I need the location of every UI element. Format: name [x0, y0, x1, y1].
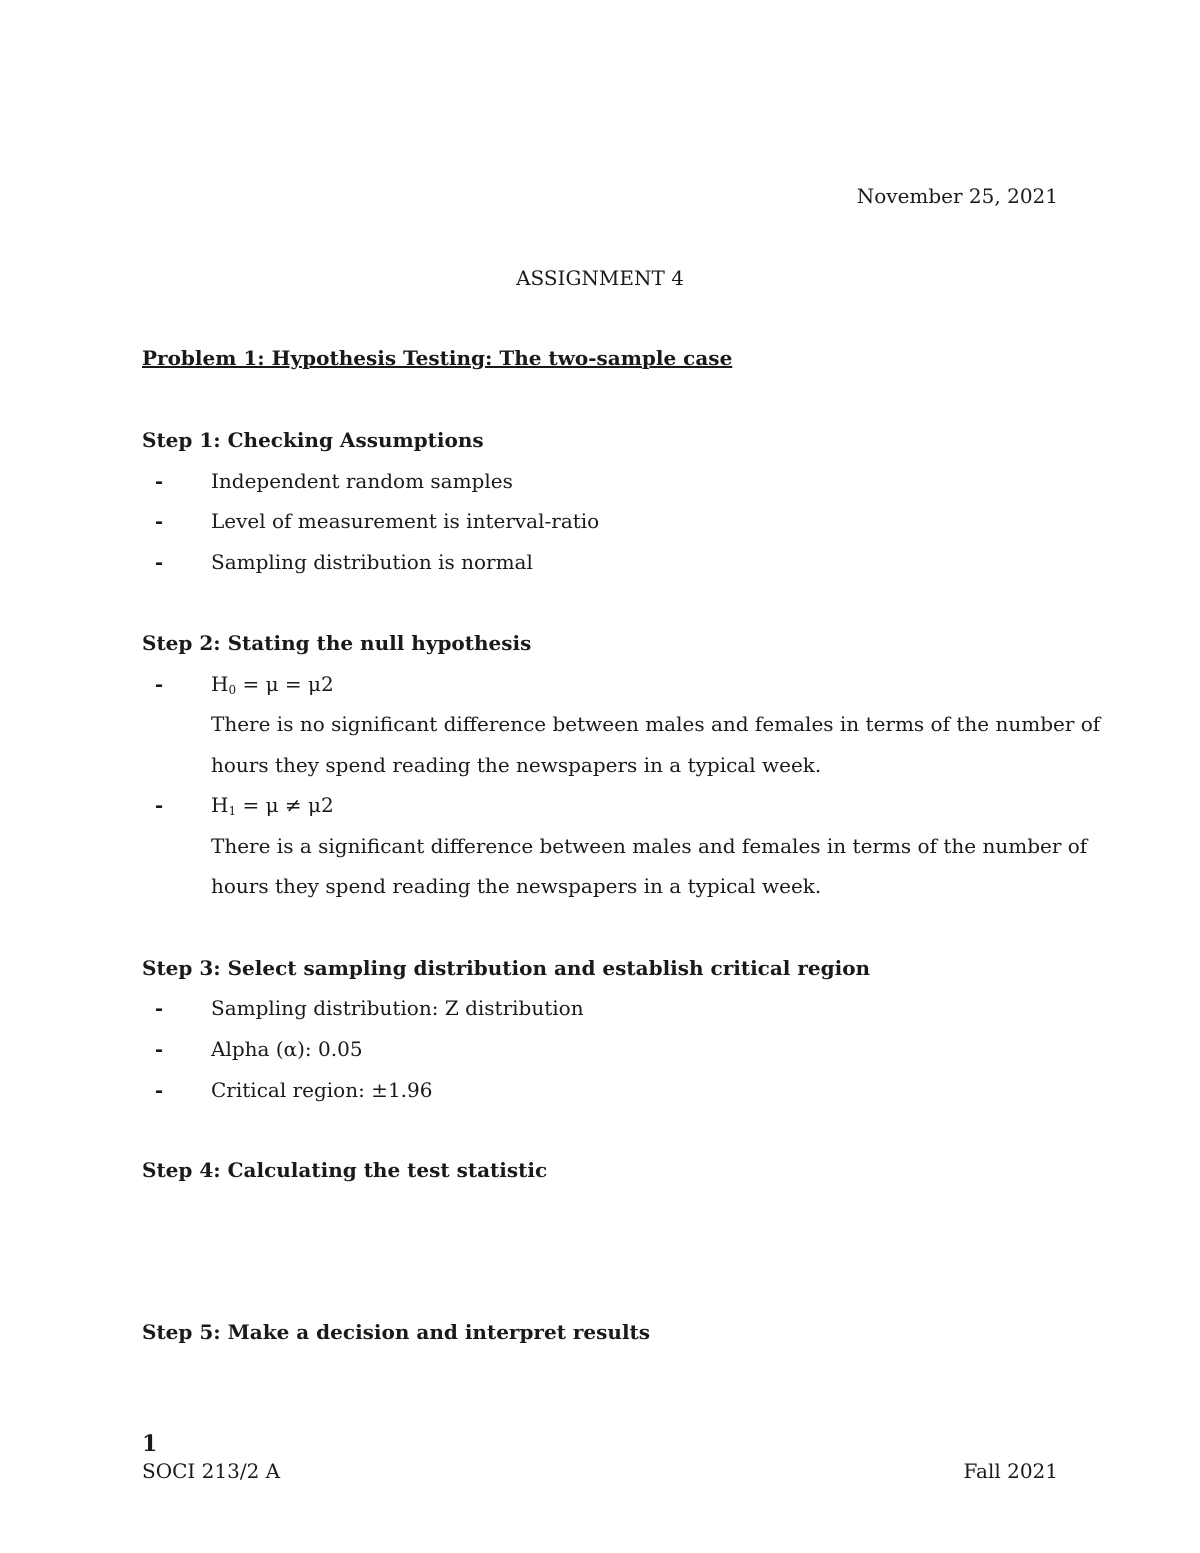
- alternative-hypothesis-bullet: [142, 790, 334, 826]
- bullet-dash-icon: -: [154, 793, 164, 817]
- bullet-text: Sampling distribution is normal: [211, 550, 533, 574]
- bullet-dash-icon: -: [154, 469, 164, 493]
- step3-bullet-2: [142, 1034, 363, 1064]
- bullet-text: Critical region: ±1.96: [211, 1078, 433, 1102]
- bullet-dash-icon: -: [154, 550, 164, 574]
- step1-bullet-3: [142, 547, 533, 577]
- document-title: ASSIGNMENT 4: [516, 266, 684, 290]
- bullet-text: Alpha (α): 0.05: [211, 1037, 363, 1061]
- alternative-hypothesis-text-line-2: hours they spend reading the newspapers in a typical week.: [211, 874, 822, 898]
- h0-equation: = μ = μ2: [236, 672, 334, 696]
- step1-bullet-1: [142, 466, 513, 496]
- step5-heading: Step 5: Make a decision and interpret results: [142, 1320, 651, 1344]
- null-hypothesis-bullet: [142, 669, 334, 705]
- null-hypothesis-formula: [211, 669, 334, 705]
- alternative-hypothesis-formula: [211, 790, 334, 826]
- bullet-dash-icon: -: [154, 1037, 164, 1061]
- footer-course: SOCI 213/2 A: [142, 1459, 281, 1483]
- bullet-text: Level of measurement is interval-ratio: [211, 509, 600, 533]
- footer-term: Fall 2021: [963, 1459, 1058, 1483]
- step3-bullet-1: [142, 993, 584, 1023]
- h1-symbol: H: [211, 793, 229, 817]
- bullet-text: Independent random samples: [211, 469, 513, 493]
- h1-subscript: 1: [228, 804, 237, 818]
- null-hypothesis-text-line-1: There is no significant difference between males and females in terms of the number of: [211, 712, 1101, 736]
- bullet-dash-icon: -: [154, 1078, 164, 1102]
- bullet-text: Sampling distribution: Z distribution: [211, 996, 584, 1020]
- step4-heading: Step 4: Calculating the test statistic: [142, 1158, 548, 1182]
- step2-heading: Step 2: Stating the null hypothesis: [142, 631, 532, 655]
- step1-heading: Step 1: Checking Assumptions: [142, 428, 484, 452]
- bullet-dash-icon: -: [154, 672, 164, 696]
- page-number: 1: [142, 1431, 158, 1457]
- alternative-hypothesis-text-line-1: There is a significant difference between males and females in terms of the number of: [211, 834, 1088, 858]
- problem-heading: Problem 1: Hypothesis Testing: The two-sample case: [142, 346, 733, 370]
- step3-heading: Step 3: Select sampling distribution and establish critical region: [142, 956, 871, 980]
- h1-equation: = μ ≠ μ2: [236, 793, 334, 817]
- null-hypothesis-text-line-2: hours they spend reading the newspapers in a typical week.: [211, 753, 822, 777]
- h0-symbol: H: [211, 672, 229, 696]
- step1-bullet-2: [142, 506, 599, 536]
- bullet-dash-icon: -: [154, 996, 164, 1020]
- document-date: November 25, 2021: [856, 184, 1058, 208]
- step3-bullet-3: [142, 1075, 432, 1105]
- h0-subscript: 0: [228, 683, 237, 697]
- bullet-dash-icon: -: [154, 509, 164, 533]
